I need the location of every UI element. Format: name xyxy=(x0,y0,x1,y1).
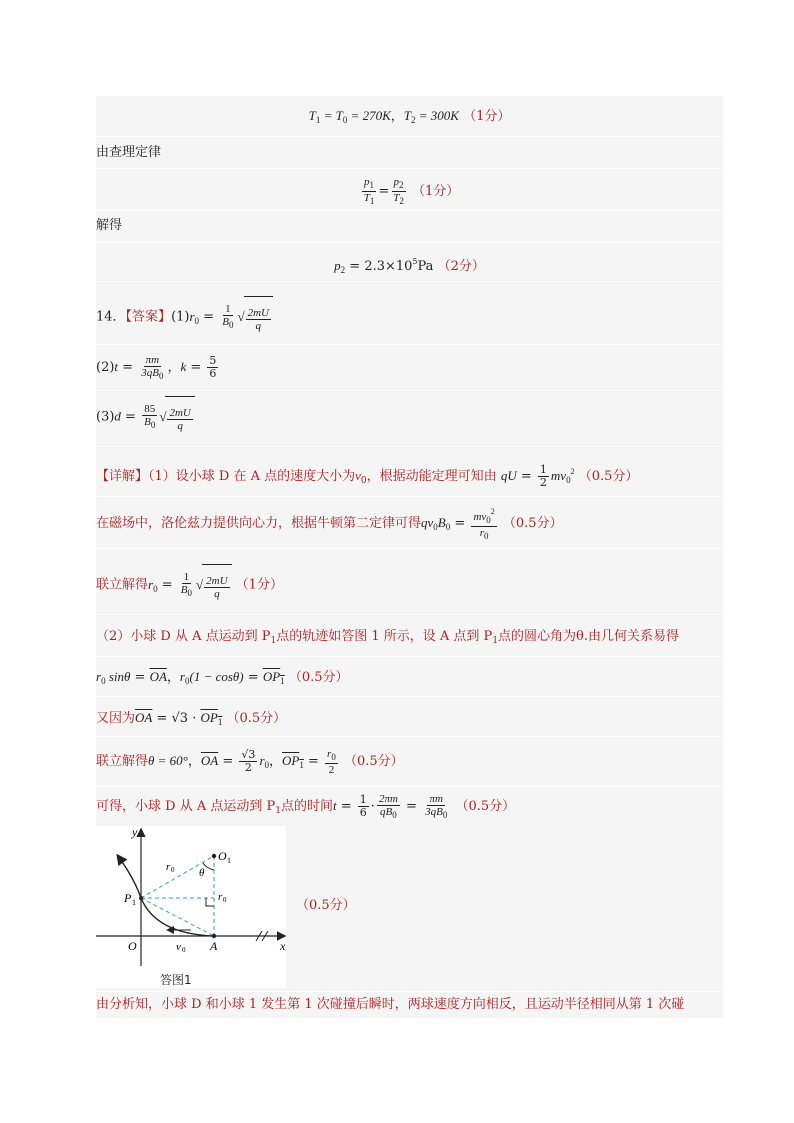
trajectory-figure xyxy=(96,826,286,988)
detail-part1: 【详解】（1）设小球 D 在 A 点的速度大小为$v_0$，根据动能定理可知由 qU = $\frac{1}{2}$ $mv_0^2$ （0.5分） xyxy=(96,463,639,489)
magnetic-text: 在磁场中，洛伦兹力提供向心力，根据牛顿第二定律可得$qv_0B_0$ = $\frac{mv_0^2}{r_0}$ （0.5分） xyxy=(96,506,563,541)
trajectory-diagram xyxy=(96,826,286,971)
o1-point xyxy=(212,854,216,858)
a-point xyxy=(212,934,216,938)
p1-label: P xyxy=(124,891,132,905)
origin-label: O xyxy=(128,939,137,953)
answer-part2: (2)t = $\frac{\pi m}{3qB_0}$ ，k = $\frac{5}{6}$ xyxy=(96,353,217,381)
answer-part3: (3)d = $\frac{85}{B_0}$ √ $\frac{2mU}{q}$ xyxy=(96,396,723,436)
y-label: y xyxy=(132,826,138,839)
document-page xyxy=(96,96,723,1018)
svg-text:1: 1 xyxy=(227,856,231,865)
solve-text: 解得 xyxy=(96,218,123,233)
svg-text:0: 0 xyxy=(171,866,175,874)
geometry-relations: $r_0$ $\sin\theta = \overline{OA}$，$r_0(1 - \cos\theta) = OP_1$ （0.5分） xyxy=(96,669,349,686)
r0-label-vertical: r xyxy=(218,891,223,903)
svg-text:0: 0 xyxy=(182,946,186,954)
figure-score: （0.5分） xyxy=(296,898,356,913)
svg-text:0: 0 xyxy=(223,896,227,904)
theta-label: θ xyxy=(199,867,205,879)
analysis-text: 由分析知，小球 D 和小球 1 发生第 1 次碰撞后瞬时，两球速度方向相反，且运动半径相同从第 1 次碰 xyxy=(96,997,685,1012)
time-text: 可得，小球 D 从 A 点运动到 $P_1$点的时间t = $\frac{1}{6}$ · $\frac{2\pi m}{qB_0}$ = $\frac{\pi m}{3qB_0}$ （0.5分） xyxy=(96,792,516,820)
also-text: 又因为$\overline{OA} = √3 \cdot OP_1$ （0.5分） xyxy=(96,710,287,727)
x-label: x xyxy=(280,939,286,953)
temperature-line: $T_1 = T_0 = 270K$，$T_2 = 300K$ （1分） xyxy=(308,108,511,125)
p2-result: $p_2 = 2.3\times 10^5Pa$ （2分） xyxy=(334,257,485,275)
a-label: A xyxy=(210,939,218,953)
charles-equation: $\frac{p_1}{T_1}$ = $\frac{p_2}{T_2}$ （1分） xyxy=(363,176,460,206)
o1-label: O xyxy=(218,849,227,863)
svg-text:1: 1 xyxy=(132,898,136,907)
charles-law-text: 由查理定律 xyxy=(96,145,162,160)
p1-point xyxy=(139,896,143,900)
figure-caption: 答图1 xyxy=(160,973,192,987)
part2-text: （2）小球 D 从 A 点运动到 $P_1$点的轨迹如答图 1 所示，设 A 点到 $P_1$点的圆心角为θ.由几何关系易得 xyxy=(96,629,680,646)
v0-label: v xyxy=(176,941,181,953)
combine1-text: 联立解得$r_0$ = $\frac{1}{B_0}$ √ $\frac{2mU}{q}$ （1分） xyxy=(96,564,723,604)
combine2-text: 联立解得θ = 60°，$\overline{OA}$ = $\frac{√3}{2}$ $r_0$，$OP_1$ = $\frac{r_0}{2}$ （0.5分） xyxy=(96,747,404,776)
r0-label-slant: r xyxy=(166,861,171,873)
answer-part1: 14．【答案】$(1)r_0$ = $\frac{1}{B_0}$ √ $\frac{2mU}{q}$ xyxy=(96,296,723,336)
